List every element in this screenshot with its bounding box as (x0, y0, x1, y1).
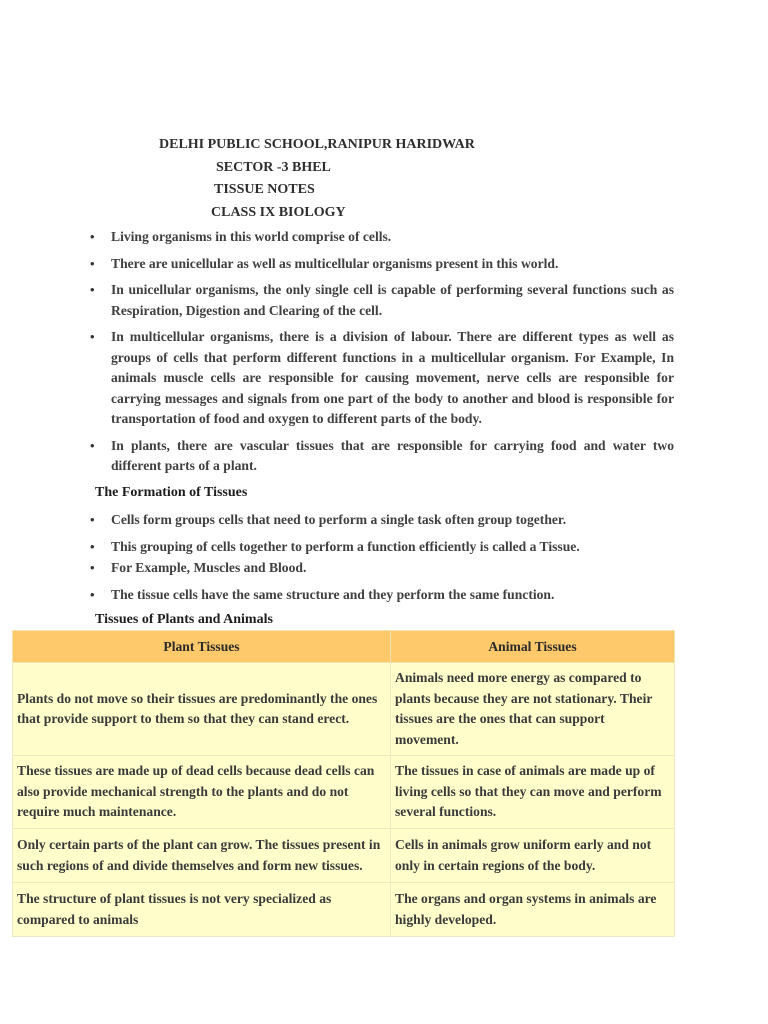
column-header-plant: Plant Tissues (13, 631, 391, 663)
animal-cell: The tissues in case of animals are made up of living cells so that they can move and perform several functions. (391, 756, 675, 829)
plant-cell: These tissues are made up of dead cells because dead cells can also provide mechanical strength to the plants and do not require much maintenance. (13, 756, 391, 829)
list-item: • The tissue cells have the same structure and they perform the same function. (90, 585, 674, 606)
school-name: DELHI PUBLIC SCHOOL,RANIPUR HARIDWAR (159, 137, 475, 152)
table-row (13, 756, 675, 829)
plant-cell: The structure of plant tissues is not very specialized as compared to animals (13, 883, 391, 937)
formation-bullet-list (90, 510, 674, 611)
plant-cell: Plants do not move so their tissues are predominantly the ones that provide support to them so that they can stand erect. (13, 663, 391, 756)
list-item: • Living organisms in this world comprise of cells. (90, 227, 674, 248)
class-title: CLASS IX BIOLOGY (211, 205, 346, 220)
notes-title: TISSUE NOTES (214, 182, 315, 197)
table-row (13, 663, 675, 756)
plant-cell: Only certain parts of the plant can grow. The tissues present in such regions of and divide themselves and form new tissues. (13, 829, 391, 883)
table-heading: Tissues of Plants and Animals (95, 612, 273, 627)
list-item: • For Example, Muscles and Blood. (90, 558, 674, 579)
list-item: • In unicellular organisms, the only single cell is capable of performing several functions such as Respiration, Digestion and Clearing of the cell. (90, 280, 674, 321)
table-row (13, 883, 675, 937)
animal-cell: The organs and organ systems in animals are highly developed. (391, 883, 675, 937)
list-item: • There are unicellular as well as multicellular organisms present in this world. (90, 254, 674, 275)
list-item: • This grouping of cells together to perform a function efficiently is called a Tissue. (90, 537, 674, 558)
school-sector: SECTOR -3 BHEL (216, 160, 331, 175)
animal-cell: Animals need more energy as compared to plants because they are not stationary. Their tissues are the ones that can support movement. (391, 663, 675, 756)
tissues-table (12, 630, 675, 937)
list-item: • Cells form groups cells that need to perform a single task often group together. (90, 510, 674, 531)
intro-bullet-list (90, 227, 674, 483)
animal-cell: Cells in animals grow uniform early and not only in certain regions of the body. (391, 829, 675, 883)
list-item: • In multicellular organisms, there is a division of labour. There are different types as well as groups of cells that perform different functions in a multicellular organism. For Example, In animals muscle cells are responsible for causing movement, nerve cells are responsible for carrying messages and signals from one part of the body to another and blood is responsible for transportation of food and oxygen to different parts of the body. (90, 327, 674, 430)
formation-heading: The Formation of Tissues (95, 485, 248, 500)
list-item: • In plants, there are vascular tissues that are responsible for carrying food and water two different parts of a plant. (90, 436, 674, 477)
table-header-row (13, 631, 675, 663)
table-row (13, 829, 675, 883)
column-header-animal: Animal Tissues (391, 631, 675, 663)
